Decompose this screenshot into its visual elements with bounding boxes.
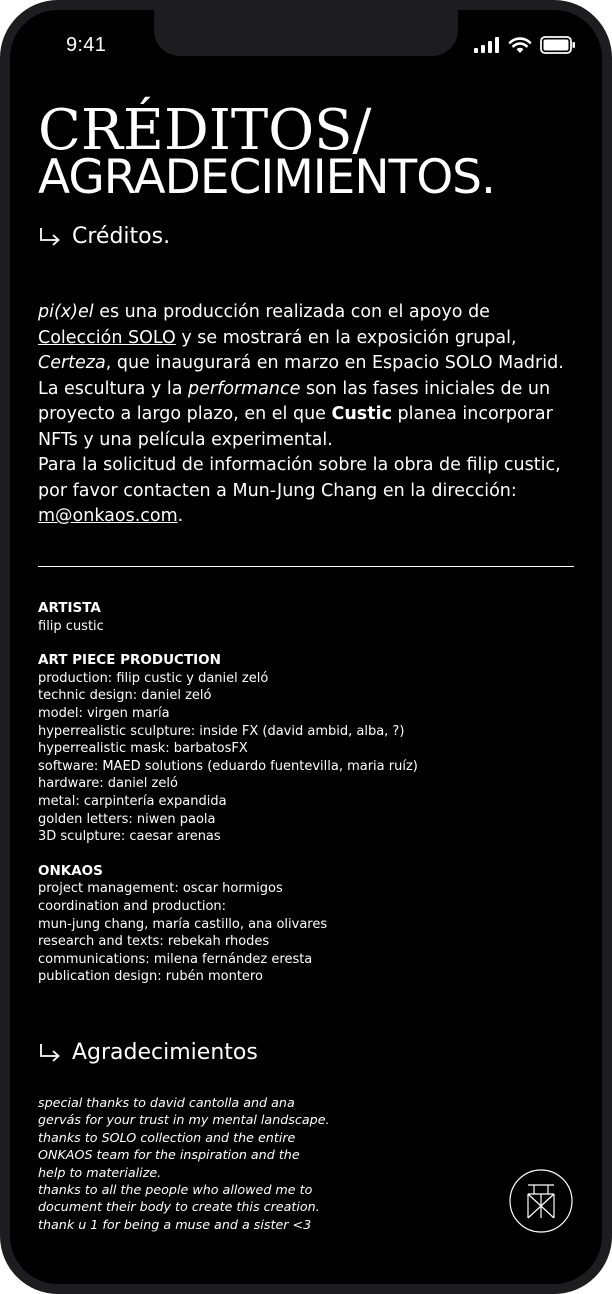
artist-group: [38, 600, 578, 635]
coleccion-solo-link[interactable]: Colección SOLO: [38, 327, 176, 348]
text-fragment: , que inaugurará en marzo en Espacio SOLO Madrid. La escultura y la: [38, 353, 564, 399]
credit-line: hyperrealistic mask: barbatosFX: [38, 741, 248, 757]
credit-line: mun-jung chang, maría castillo, ana olivares: [38, 916, 328, 932]
text-fragment: .: [177, 506, 184, 526]
status-icons: [474, 36, 576, 54]
credit-line: hardware: daniel zeló: [38, 776, 178, 792]
status-time: 9:41: [66, 34, 107, 56]
battery-icon: [540, 36, 576, 54]
text-fragment: y se mostrará en la exposición grupal,: [175, 327, 517, 348]
creditos-heading: [38, 224, 170, 249]
thanks-line: thank u 1 for being a muse and a sister <3: [38, 1216, 312, 1232]
screen: [10, 10, 602, 1284]
wifi-icon: [508, 36, 532, 54]
artist-name-bold: Custic: [331, 404, 392, 424]
creditos-heading-label: Créditos.: [72, 224, 171, 249]
production-description: [38, 300, 578, 453]
art-piece-heading: ART PIECE PRODUCTION: [38, 652, 221, 669]
credits-list: [38, 600, 578, 1003]
thanks-line: thanks to all the people who allowed me to: [38, 1182, 313, 1198]
page-title-line1: CRÉDITOS/: [38, 98, 372, 163]
text-fragment: es una producción realizada con el apoyo de: [93, 302, 490, 322]
art-piece-group: [38, 652, 578, 846]
text-fragment: son las fases iniciales de un proyecto a largo plazo, en el que: [38, 378, 551, 424]
onkaos-group: [38, 863, 578, 986]
thanks-line: help to materialize.: [38, 1164, 162, 1180]
thanks-line: ONKAOS team for the inspiration and the: [38, 1147, 300, 1163]
credit-line: software: MAED solutions (eduardo fuentevilla, maria ruíz): [38, 758, 418, 774]
thanks-line: special thanks to david cantolla and ana: [38, 1095, 295, 1110]
contact-info: [38, 453, 578, 530]
onkaos-heading: ONKAOS: [38, 862, 103, 879]
thanks-line: gervás for your trust in my mental landscape.: [38, 1112, 330, 1128]
credit-line: communications: milena fernández eresta: [38, 951, 313, 967]
return-arrow-icon: [38, 1042, 62, 1064]
performance-word: performance: [188, 378, 301, 399]
artist-heading: ARTISTA: [38, 600, 101, 616]
credit-line: production: filip custic y daniel zeló: [38, 670, 269, 686]
credit-line: research and texts: rebekah rhodes: [38, 934, 270, 950]
agradecimientos-heading-label: Agradecimientos: [72, 1040, 258, 1065]
credit-line: filip custic: [38, 618, 104, 634]
agradecimientos-heading: [38, 1040, 258, 1065]
return-arrow-icon: [38, 226, 62, 248]
thanks-line: document their body to create this creation.: [38, 1199, 320, 1215]
exhibition-title: Certeza: [38, 353, 106, 373]
contact-text: Para la solicitud de información sobre la obra de filip custic, por favor contacten a Mun-Jung Chang en la dirección:: [38, 455, 561, 501]
credit-line: metal: carpintería expandida: [38, 793, 227, 809]
page-title-line2: AGRADECIMIENTOS.: [38, 150, 495, 205]
credit-line: technic design: daniel zeló: [38, 688, 212, 704]
email-link[interactable]: m@onkaos.com: [38, 506, 178, 526]
cellular-signal-icon: [474, 37, 500, 53]
thanks-line: thanks to SOLO collection and the entire: [38, 1129, 296, 1145]
brand-logo-icon[interactable]: [508, 1168, 574, 1234]
credit-line: 3D sculpture: caesar arenas: [38, 829, 221, 845]
credit-line: model: virgen maría: [38, 705, 170, 721]
work-title: pi(x)el: [38, 302, 94, 322]
thanks-text: [38, 1094, 368, 1233]
text-fragment: planea incorporar NFTs y una película experimental.: [38, 404, 553, 450]
credits-paragraph: [38, 300, 578, 530]
credit-line: golden letters: niwen paola: [38, 811, 216, 827]
divider: [38, 566, 574, 567]
notch: [154, 10, 458, 56]
credit-line: project management: oscar hormigos: [38, 881, 283, 897]
credit-line: hyperrealistic sculpture: inside FX (david ambid, alba, ?): [38, 723, 405, 739]
credit-line: coordination and production:: [38, 898, 227, 914]
credit-line: publication design: rubén montero: [38, 969, 263, 985]
